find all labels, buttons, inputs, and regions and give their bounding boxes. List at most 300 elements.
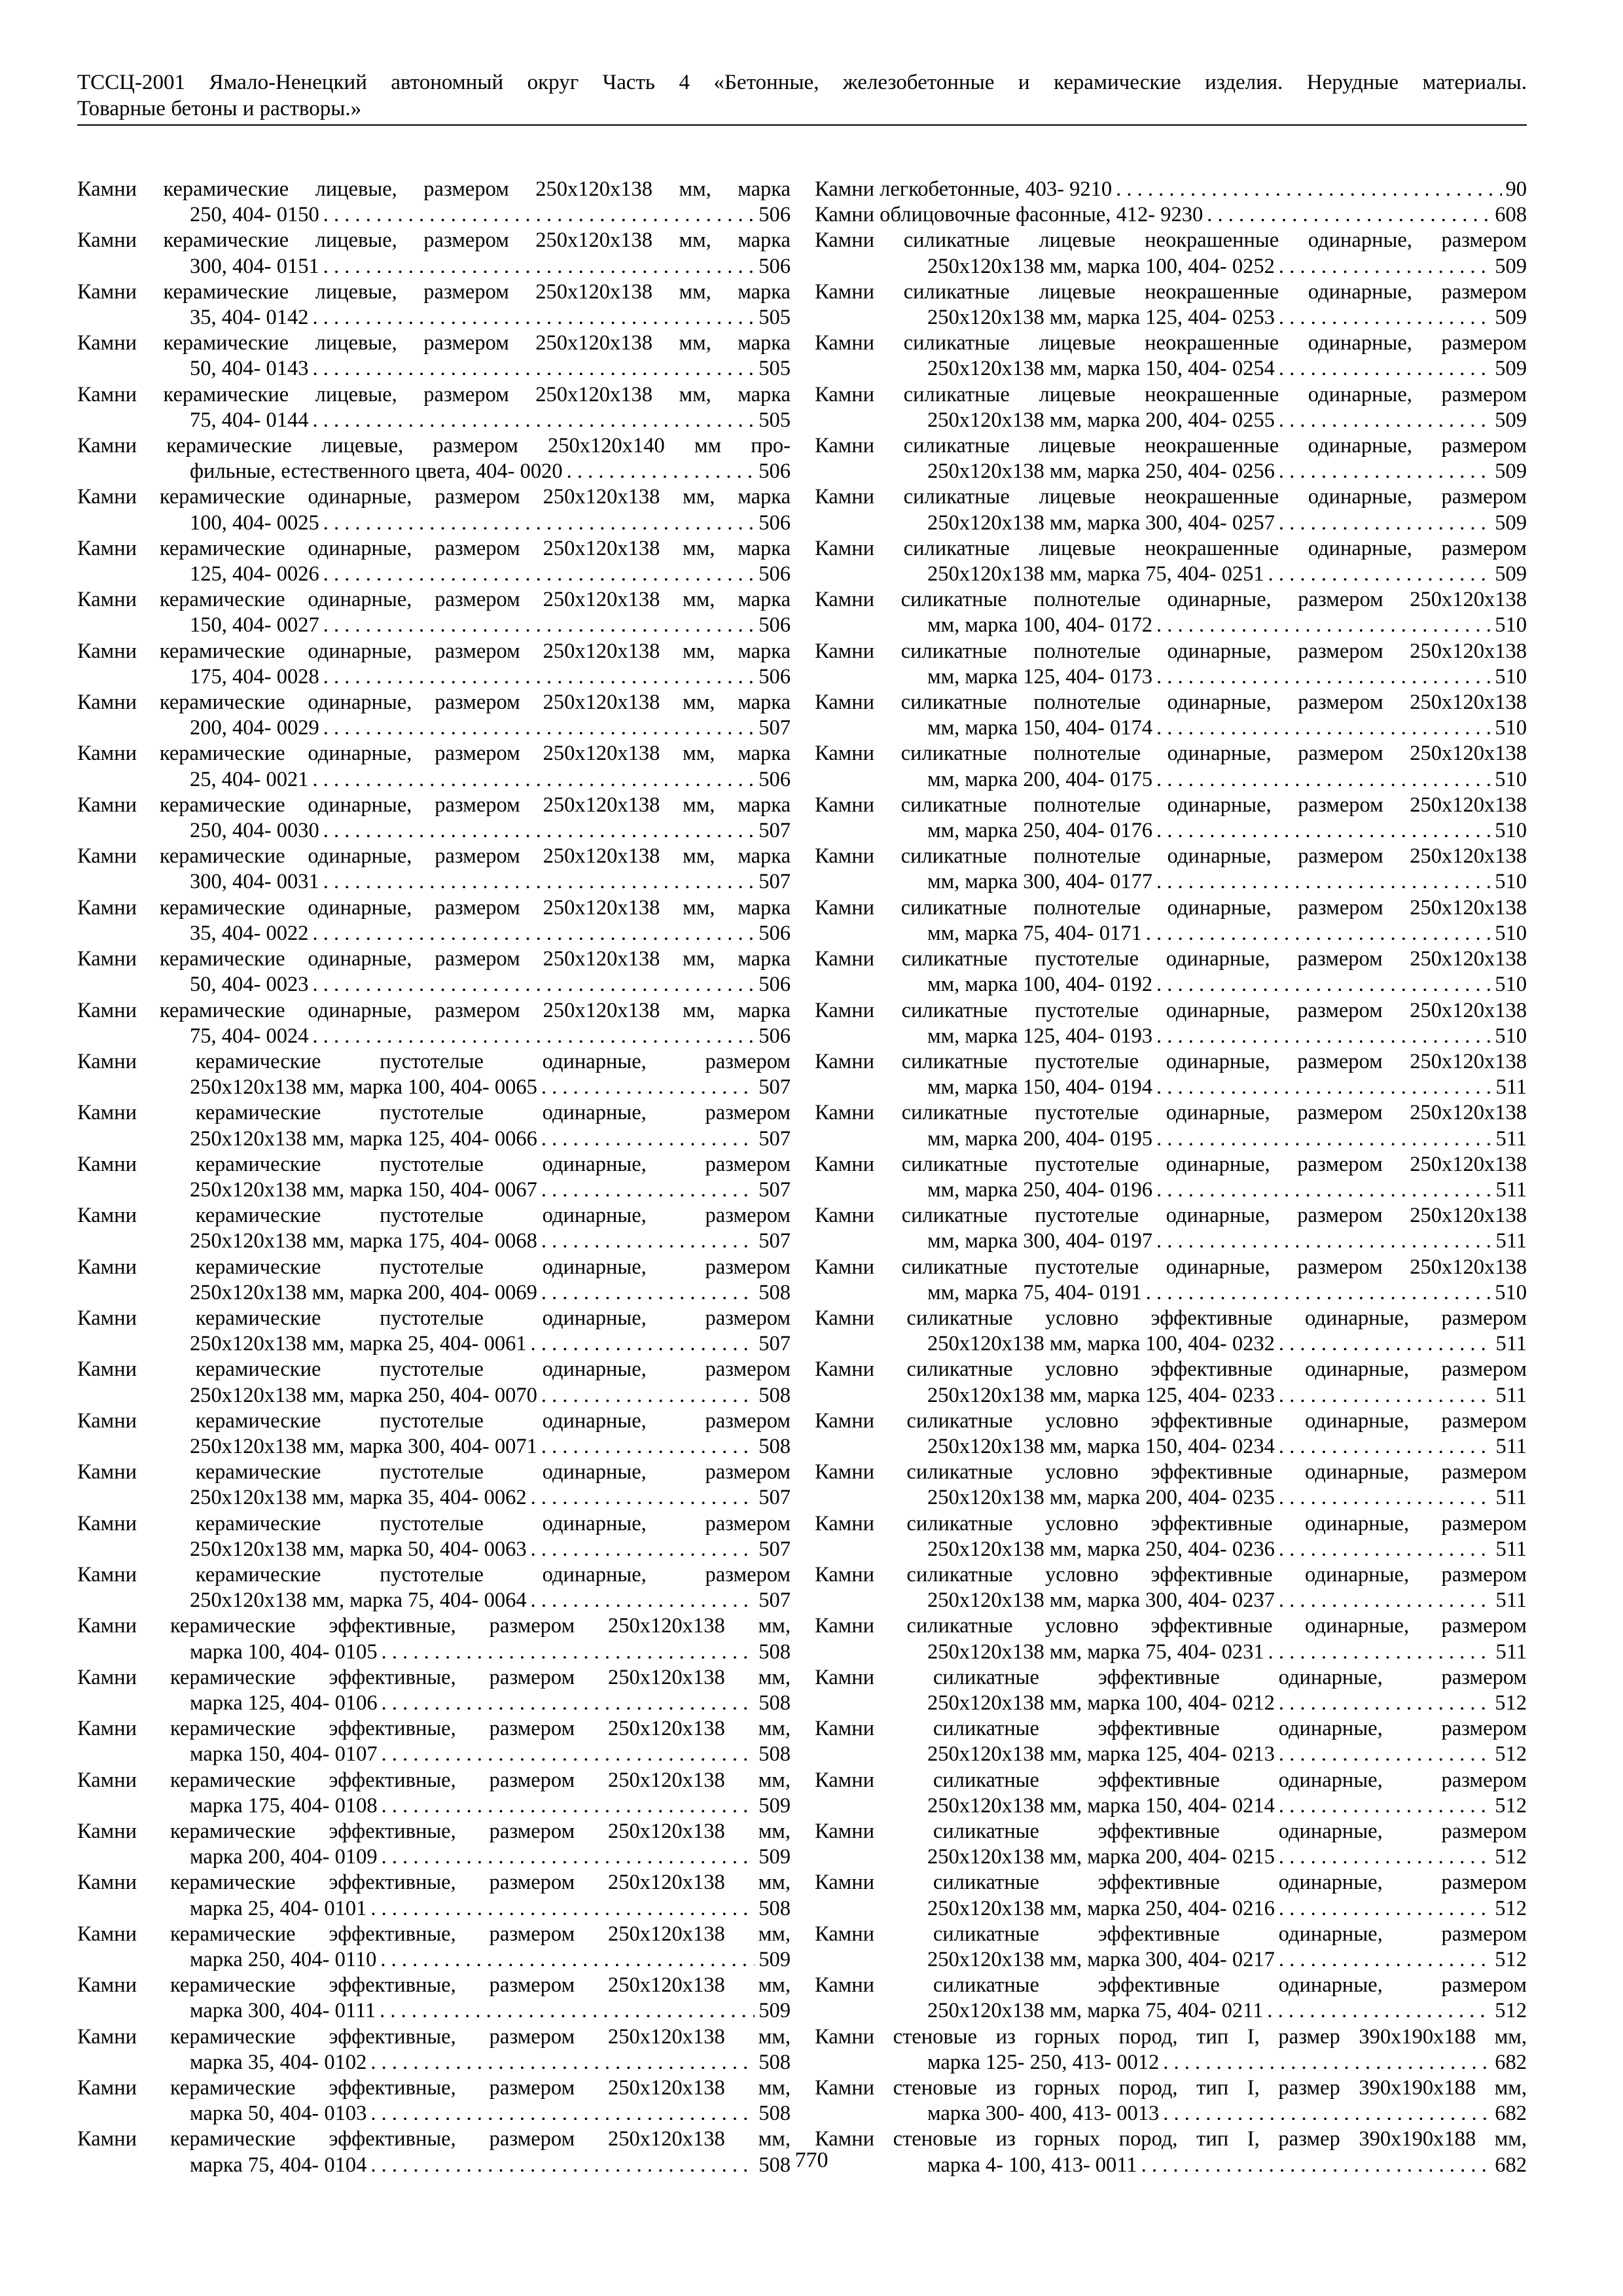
- document-header: [77, 69, 1527, 122]
- index-entry-title: Камни керамические лицевые, размером 250x120x138 мм, марка: [77, 228, 791, 253]
- index-entry: [77, 1152, 791, 1203]
- index-entry-page: 511: [1495, 1486, 1527, 1510]
- index-entry-code: 175, 404- 0028: [190, 664, 319, 689]
- index-entry: [77, 1562, 791, 1613]
- index-entry-continuation: [815, 818, 1527, 844]
- index-entry-code: 250x120x138 мм, марка 300, 404- 0217: [927, 1948, 1275, 1972]
- index-entry: [815, 639, 1527, 690]
- index-entry-code: 250x120x138 мм, марка 150, 404- 0214: [927, 1793, 1275, 1818]
- dot-leader: [1279, 1588, 1492, 1613]
- index-entry: [815, 844, 1527, 895]
- index-entry-continuation: [77, 1998, 791, 2024]
- index-entry-continuation: [815, 459, 1527, 484]
- index-entry: [815, 484, 1527, 535]
- index-entry-continuation: [815, 664, 1527, 690]
- index-entry-title: Камни силикатные полнотелые одинарные, размером 250x120x138: [815, 895, 1527, 920]
- index-entry-title: Камни силикатные полнотелые одинарные, размером 250x120x138: [815, 742, 1527, 766]
- index-entry: [815, 1562, 1527, 1613]
- index-entry-continuation: [815, 254, 1527, 279]
- index-entry: [815, 1100, 1527, 1151]
- index-entry-page: 510: [1495, 1024, 1527, 1048]
- index-entry: [815, 177, 1527, 202]
- index-entry-page: 509: [758, 1793, 791, 1818]
- index-entry-title: Камни силикатные полнотелые одинарные, размером 250x120x138: [815, 691, 1527, 715]
- index-entry-continuation: [815, 972, 1527, 997]
- index-entry-continuation: [815, 202, 1527, 228]
- index-entry-page: 509: [1495, 357, 1527, 381]
- dot-leader: [382, 1691, 755, 1716]
- index-entry-page: 507: [758, 819, 791, 843]
- index-entry: [815, 1922, 1527, 1973]
- dot-leader: [323, 613, 755, 638]
- index-entry-code: 300, 404- 0151: [190, 254, 319, 278]
- index-entry-code: 250x120x138 мм, марка 150, 404- 0234: [927, 1434, 1275, 1458]
- dot-leader: [1156, 818, 1491, 844]
- index-entry-continuation: [77, 459, 791, 484]
- index-entry-page: 506: [758, 254, 791, 278]
- index-entry-page: 506: [758, 767, 791, 791]
- index-entry-continuation: [77, 1126, 791, 1152]
- index-entry: [77, 382, 791, 433]
- index-entry-title: Камни керамические эффективные, размером 250x120x138 мм,: [77, 1717, 791, 1741]
- index-entry: [77, 1819, 791, 1870]
- index-entry-code: 250x120x138 мм, марка 100, 404- 0065: [190, 1075, 537, 1100]
- index-entry: [815, 1152, 1527, 1203]
- index-entry: [77, 741, 791, 792]
- dot-leader: [567, 459, 755, 484]
- index-entry-continuation: [77, 408, 791, 433]
- index-entry: [77, 1768, 791, 1819]
- index-entry-continuation: [77, 1793, 791, 1819]
- index-entry: [815, 2075, 1527, 2126]
- index-entry-title: Камни керамические эффективные, размером 250x120x138 мм,: [77, 1820, 791, 1843]
- index-entry-code: 250x120x138 мм, марка 35, 404- 0062: [190, 1486, 527, 1510]
- dot-leader: [370, 2101, 755, 2126]
- index-entry: [815, 587, 1527, 638]
- dot-leader: [1279, 1896, 1491, 1922]
- index-entry-title: Камни керамические пустотелые одинарные, размером: [77, 1460, 791, 1484]
- index-entry: [77, 1306, 791, 1357]
- index-entry-continuation: [77, 1024, 791, 1049]
- dot-leader: [1146, 921, 1491, 946]
- index-entry-code: марка 300, 404- 0111: [190, 1999, 376, 2023]
- index-entry-code: 50, 404- 0143: [190, 357, 309, 381]
- index-entry-continuation: [815, 1998, 1527, 2024]
- index-entry-continuation: [815, 1280, 1527, 1306]
- index-entry: [77, 998, 791, 1049]
- index-entry: [815, 536, 1527, 587]
- index-entry-page: 509: [1495, 254, 1527, 278]
- index-entry-continuation: [77, 1896, 791, 1922]
- index-entry-page: 507: [758, 1537, 791, 1561]
- dot-leader: [1163, 2050, 1491, 2075]
- index-entry-continuation: [77, 562, 791, 587]
- index-entry-page: 508: [758, 2102, 791, 2126]
- index-entry-page: 507: [758, 716, 791, 740]
- index-entry-page: 509: [1495, 562, 1527, 586]
- index-entry-code: марка 100, 404- 0105: [190, 1640, 378, 1664]
- index-entry-code: Камни легкобетонные, 403- 9210: [815, 177, 1113, 201]
- dot-leader: [1156, 1126, 1492, 1152]
- index-entry-page: 509: [1495, 306, 1527, 330]
- index-entry-title: Камни силикатные условно эффективные одинарные, размером: [815, 1357, 1527, 1382]
- index-entry-title: Камни силикатные пустотелые одинарные, размером 250x120x138: [815, 947, 1527, 971]
- index-entry-code: 250x120x138 мм, марка 125, 404- 0066: [190, 1126, 537, 1151]
- index-entry-continuation: [77, 664, 791, 690]
- index-entry-page: 511: [1495, 1075, 1527, 1100]
- index-entry: [77, 690, 791, 741]
- index-entry: [815, 2024, 1527, 2075]
- index-entry-code: 250x120x138 мм, марка 300, 404- 0237: [927, 1588, 1275, 1613]
- index-entry-page: 510: [1495, 973, 1527, 997]
- index-entry-title: Камни силикатные условно эффективные одинарные, размером: [815, 1614, 1527, 1638]
- index-entry-page: 512: [1495, 1845, 1527, 1869]
- index-entry-title: Камни керамические эффективные, размером 250x120x138 мм,: [77, 1768, 791, 1792]
- index-entry: [815, 895, 1527, 946]
- index-entry-title: Камни силикатные пустотелые одинарные, размером 250x120x138: [815, 1255, 1527, 1279]
- dot-leader: [531, 1331, 755, 1357]
- page-number: 770: [794, 2148, 829, 2172]
- index-entry-code: 250x120x138 мм, марка 75, 404- 0211: [927, 1999, 1264, 2023]
- index-entry-title: Камни керамические эффективные, размером 250x120x138 мм,: [77, 1871, 791, 1895]
- index-entry-page: 509: [1495, 408, 1527, 432]
- index-entry-continuation: [815, 1947, 1527, 1973]
- dot-leader: [312, 408, 755, 433]
- index-entry-title: Камни керамические лицевые, размером 250x120x138 мм, марка: [77, 177, 791, 201]
- index-entry-continuation: [815, 1024, 1527, 1049]
- index-entry: [77, 1203, 791, 1254]
- index-entry-continuation: [77, 972, 791, 997]
- index-entry-page: 508: [758, 1280, 791, 1304]
- index-entry-code: 250x120x138 мм, марка 250, 404- 0216: [927, 1896, 1275, 1920]
- index-entry-page: 510: [1495, 870, 1527, 894]
- index-entry-title: Камни силикатные лицевые неокрашенные одинарные, размером: [815, 485, 1527, 509]
- index-entry-page: 509: [758, 1948, 791, 1972]
- index-entry-continuation: [77, 2050, 791, 2075]
- dot-leader: [1156, 972, 1491, 997]
- dot-leader: [312, 972, 755, 997]
- index-entry: [815, 690, 1527, 741]
- index-entry-code: 250x120x138 мм, марка 200, 404- 0069: [190, 1280, 537, 1304]
- index-entry-page: 511: [1495, 1434, 1527, 1458]
- dot-leader: [1146, 1280, 1491, 1306]
- index-entry-code: 125, 404- 0026: [190, 562, 319, 586]
- index-entry-code: мм, марка 100, 404- 0192: [927, 973, 1152, 997]
- index-entry-continuation: [77, 1177, 791, 1203]
- index-entry-page: 508: [758, 1896, 791, 1920]
- index-entry-continuation: [815, 1177, 1527, 1203]
- index-entry: [77, 536, 791, 587]
- index-entry-code: 250x120x138 мм, марка 25, 404- 0061: [190, 1332, 527, 1356]
- dot-leader: [312, 767, 755, 793]
- index-entry: [815, 1768, 1527, 1819]
- dot-leader: [1279, 1434, 1492, 1460]
- index-entry-title: Камни силикатные условно эффективные одинарные, размером: [815, 1408, 1527, 1433]
- index-entry: [815, 741, 1527, 792]
- index-entry-title: Камни силикатные лицевые неокрашенные одинарные, размером: [815, 536, 1527, 560]
- index-entry-page: 507: [758, 1177, 791, 1202]
- index-entry: [77, 946, 791, 997]
- index-entry-code: 25, 404- 0021: [190, 767, 309, 791]
- dot-leader: [1279, 408, 1491, 433]
- index-entry-code: 250x120x138 мм, марка 125, 404- 0233: [927, 1383, 1275, 1407]
- index-entry: [815, 1306, 1527, 1357]
- index-entry-code: 150, 404- 0027: [190, 613, 319, 637]
- dot-leader: [1156, 1229, 1492, 1254]
- dot-leader: [531, 1485, 755, 1511]
- index-column-right: [815, 177, 1527, 2178]
- index-entry-title: Камни силикатные лицевые неокрашенные одинарные, размером: [815, 331, 1527, 355]
- index-entry-title: Камни керамические эффективные, размером 250x120x138 мм,: [77, 1665, 791, 1689]
- dot-leader: [531, 1588, 755, 1613]
- index-entry-page: 508: [758, 1691, 791, 1715]
- index-entry-page: 506: [758, 664, 791, 689]
- index-entry: [77, 1460, 791, 1511]
- index-entry-page: 505: [758, 306, 791, 330]
- index-entry-continuation: [77, 2101, 791, 2126]
- index-entry-page: 512: [1495, 1691, 1527, 1715]
- index-entry-continuation: [77, 921, 791, 946]
- index-entry-code: мм, марка 75, 404- 0171: [927, 921, 1142, 945]
- index-entry-continuation: [815, 1742, 1527, 1767]
- index-entry-continuation: [77, 254, 791, 279]
- index-entry-title: Камни силикатные условно эффективные одинарные, размером: [815, 1306, 1527, 1330]
- dot-leader: [1279, 305, 1491, 331]
- index-entry-continuation: [815, 511, 1527, 536]
- index-entry-code: 250x120x138 мм, марка 300, 404- 0257: [927, 511, 1275, 535]
- index-entry: [77, 1870, 791, 1921]
- index-entry-continuation: [815, 1896, 1527, 1922]
- dot-leader: [1268, 562, 1491, 587]
- index-entry-title: Камни керамические пустотелые одинарные, размером: [77, 1152, 791, 1176]
- index-entry: [77, 177, 791, 228]
- dot-leader: [1279, 1844, 1491, 1870]
- dot-leader: [531, 1537, 755, 1562]
- index-entry-continuation: [815, 1331, 1527, 1357]
- index-entry-code: 250x120x138 мм, марка 250, 404- 0236: [927, 1537, 1275, 1561]
- index-entry: [815, 1819, 1527, 1870]
- index-entry-page: 508: [758, 2050, 791, 2074]
- index-entry-code: 75, 404- 0144: [190, 408, 309, 432]
- index-entry-code: 35, 404- 0142: [190, 306, 309, 330]
- dot-leader: [1268, 1640, 1492, 1665]
- index-entry-continuation: [77, 1691, 791, 1716]
- index-entry-title: Камни силикатные пустотелые одинарные, размером 250x120x138: [815, 1049, 1527, 1073]
- index-entry: [77, 228, 791, 279]
- index-entry: [815, 1511, 1527, 1562]
- index-entry-title: Камни керамические пустотелые одинарные, размером: [77, 1255, 791, 1279]
- dot-leader: [541, 1280, 755, 1306]
- index-entry-title: Камни силикатные лицевые неокрашенные одинарные, размером: [815, 434, 1527, 458]
- dot-leader: [312, 356, 755, 382]
- index-entry-title: Камни керамические пустотелые одинарные, размером: [77, 1204, 791, 1228]
- index-entry-page: 506: [758, 1024, 791, 1048]
- index-entry-code: 250x120x138 мм, марка 250, 404- 0070: [190, 1383, 537, 1407]
- index-entry-continuation: [815, 1537, 1527, 1562]
- index-entry: [815, 1408, 1527, 1460]
- index-entry-page: 506: [758, 459, 791, 484]
- dot-leader: [370, 2050, 755, 2075]
- dot-leader: [380, 1998, 755, 2024]
- index-entry-code: марка 150, 404- 0107: [190, 1742, 378, 1767]
- index-entry-page: 682: [1495, 2102, 1527, 2126]
- index-entry-page: 511: [1495, 1177, 1527, 1202]
- index-entry-code: 75, 404- 0024: [190, 1024, 309, 1048]
- index-entry-title: Камни керамические одинарные, размером 250x120x138 мм, марка: [77, 998, 791, 1022]
- index-entry-page: 510: [1495, 664, 1527, 689]
- index-entry-code: марка 300- 400, 413- 0013: [927, 2102, 1160, 2126]
- dot-leader: [1156, 1024, 1491, 1049]
- index-entry-continuation: [77, 1229, 791, 1254]
- index-entry-page: 505: [758, 357, 791, 381]
- index-entry-page: 507: [758, 1332, 791, 1356]
- dot-leader: [323, 664, 755, 690]
- index-entry-code: марка 125- 250, 413- 0012: [927, 2050, 1160, 2074]
- index-entry: [815, 1460, 1527, 1511]
- index-entry-title: Камни керамические пустотелые одинарные, размером: [77, 1101, 791, 1125]
- index-entry: [815, 433, 1527, 484]
- index-entry-title: Камни керамические эффективные, размером 250x120x138 мм,: [77, 2024, 791, 2049]
- dot-leader: [541, 1383, 755, 1408]
- index-entry-title: Камни силикатные пустотелые одинарные, размером 250x120x138: [815, 1152, 1527, 1176]
- index-entry: [815, 1665, 1527, 1716]
- index-entry-continuation: [77, 1280, 791, 1306]
- index-entry: [77, 639, 791, 690]
- dot-leader: [1156, 715, 1491, 741]
- index-entry: [815, 1870, 1527, 1921]
- index-entry-title: Камни силикатные эффективные одинарные, размером: [815, 1871, 1527, 1895]
- index-entry-continuation: [815, 1075, 1527, 1100]
- index-entry: [77, 331, 791, 382]
- index-entry-continuation: [77, 1844, 791, 1870]
- index-entry-continuation: [815, 1485, 1527, 1511]
- index-entry-title: Камни силикатные полнотелые одинарные, размером 250x120x138: [815, 793, 1527, 817]
- index-entry-title: Камни силикатные полнотелые одинарные, размером 250x120x138: [815, 639, 1527, 663]
- index-entry-continuation: [815, 1844, 1527, 1870]
- index-entry-title: Камни керамические пустотелые одинарные, размером: [77, 1408, 791, 1433]
- index-entry-page: 511: [1495, 1537, 1527, 1561]
- index-entry-continuation: [815, 1691, 1527, 1716]
- index-entry-page: 507: [758, 1126, 791, 1151]
- index-entry-page: 505: [758, 408, 791, 432]
- index-entry-title: Камни силикатные лицевые неокрашенные одинарные, размером: [815, 279, 1527, 304]
- dot-leader: [1156, 1075, 1492, 1100]
- dot-leader: [1156, 767, 1491, 793]
- index-entry-page: 512: [1495, 1896, 1527, 1920]
- index-entry-page: 511: [1495, 1383, 1527, 1407]
- dot-leader: [1156, 664, 1491, 690]
- header-divider: [77, 124, 1527, 126]
- index-entry-code: 250x120x138 мм, марка 125, 404- 0213: [927, 1742, 1275, 1767]
- dot-leader: [323, 202, 755, 228]
- dot-leader: [380, 1947, 755, 1973]
- index-entry-page: 508: [758, 1383, 791, 1407]
- index-entry: [77, 1613, 791, 1664]
- index-entry: [815, 1613, 1527, 1664]
- index-entry-page: 507: [758, 1075, 791, 1100]
- index-entry-continuation: [815, 2050, 1527, 2075]
- index-entry-page: 508: [758, 1434, 791, 1458]
- dot-leader: [1279, 1793, 1491, 1819]
- index-entry: [815, 998, 1527, 1049]
- dot-leader: [382, 1640, 755, 1665]
- index-entry-code: мм, марка 125, 404- 0193: [927, 1024, 1152, 1048]
- index-entry-page: 511: [1495, 1126, 1527, 1151]
- dot-leader: [541, 1434, 755, 1460]
- dot-leader: [1279, 1331, 1492, 1357]
- index-entry-title: Камни керамические пустотелые одинарные, размером: [77, 1049, 791, 1073]
- index-entry-code: мм, марка 75, 404- 0191: [927, 1280, 1142, 1304]
- index-entry-code: 250x120x138 мм, марка 100, 404- 0212: [927, 1691, 1275, 1715]
- index-entry-title: Камни керамические одинарные, размером 250x120x138 мм, марка: [77, 844, 791, 869]
- index-entry-title: Камни силикатные лицевые неокрашенные одинарные, размером: [815, 382, 1527, 406]
- index-entry-continuation: [815, 408, 1527, 433]
- index-entry-page: 512: [1495, 1742, 1527, 1767]
- index-entry-page: 510: [1495, 716, 1527, 740]
- index-entry: [815, 1255, 1527, 1306]
- index-entry-continuation: [815, 613, 1527, 638]
- index-entry-continuation: [815, 177, 1527, 202]
- dot-leader: [370, 1896, 755, 1922]
- dot-leader: [1279, 1742, 1491, 1767]
- index-entry-continuation: [815, 1229, 1527, 1254]
- index-entry: [77, 2024, 791, 2075]
- index-entry: [77, 844, 791, 895]
- index-entry-page: 507: [758, 1229, 791, 1253]
- index-entry: [77, 793, 791, 844]
- dot-leader: [1279, 1947, 1491, 1973]
- index-entry-page: 90: [1505, 177, 1527, 201]
- dot-leader: [382, 1793, 755, 1819]
- index-entry: [77, 1665, 791, 1716]
- dot-leader: [1279, 1485, 1492, 1511]
- index-entry-code: 300, 404- 0031: [190, 870, 319, 894]
- index-entry-continuation: [77, 1331, 791, 1357]
- index-entry-title: Камни керамические одинарные, размером 250x120x138 мм, марка: [77, 536, 791, 560]
- index-entry-page: 512: [1495, 1948, 1527, 1972]
- dot-leader: [312, 305, 755, 331]
- index-entry-continuation: [77, 356, 791, 382]
- dot-leader: [312, 921, 755, 946]
- index-entry-title: Камни силикатные эффективные одинарные, размером: [815, 1768, 1527, 1792]
- index-entry-code: марка 50, 404- 0103: [190, 2102, 367, 2126]
- index-entry-code: 250x120x138 мм, марка 250, 404- 0256: [927, 459, 1275, 484]
- index-entry-continuation: [77, 305, 791, 331]
- index-entry: [77, 1922, 791, 1973]
- index-entry-page: 507: [758, 1588, 791, 1613]
- index-entry: [815, 1716, 1527, 1767]
- index-entry-code: 250x120x138 мм, марка 200, 404- 0235: [927, 1486, 1275, 1510]
- index-entry-title: Камни керамические пустотелые одинарные, размером: [77, 1306, 791, 1330]
- index-entry-page: 507: [758, 870, 791, 894]
- index-entry-continuation: [815, 715, 1527, 741]
- index-entry-continuation: [77, 1640, 791, 1665]
- index-entry-code: 250x120x138 мм, марка 75, 404- 0251: [927, 562, 1264, 586]
- index-entry-title: Камни силикатные пустотелые одинарные, размером 250x120x138: [815, 1101, 1527, 1125]
- index-entry-code: фильные, естественного цвета, 404- 0020: [190, 459, 563, 484]
- index-entry: [77, 1511, 791, 1562]
- index-entry-page: 509: [758, 1845, 791, 1869]
- index-entry: [77, 1357, 791, 1408]
- index-entry-title: Камни керамические одинарные, размером 250x120x138 мм, марка: [77, 742, 791, 766]
- index-entry-continuation: [77, 1947, 791, 1973]
- index-entry-code: 100, 404- 0025: [190, 511, 319, 535]
- index-entry-title: Камни керамические одинарные, размером 250x120x138 мм, марка: [77, 947, 791, 971]
- dot-leader: [1279, 254, 1491, 279]
- index-entry-page: 506: [758, 511, 791, 535]
- index-entry-title: Камни керамические пустотелые одинарные, размером: [77, 1511, 791, 1535]
- index-entry-continuation: [77, 1537, 791, 1562]
